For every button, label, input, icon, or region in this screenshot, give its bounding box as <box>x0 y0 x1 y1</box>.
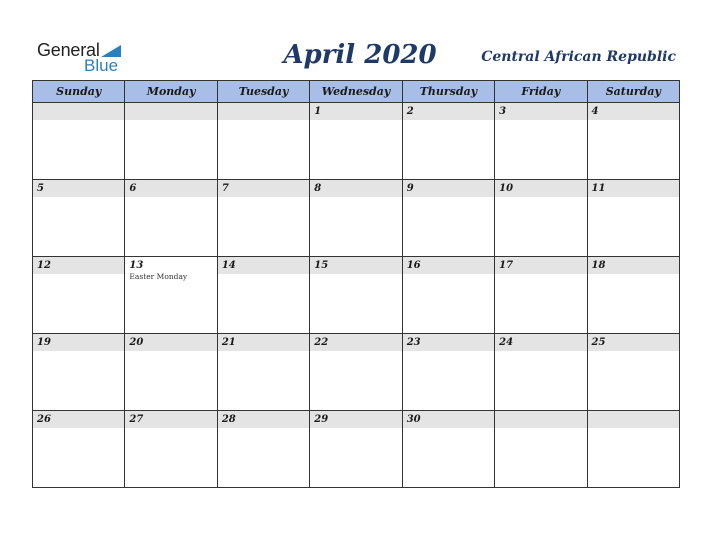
day-number: 22 <box>310 334 401 351</box>
logo-general-text: General <box>37 40 100 60</box>
week-row <box>33 411 680 488</box>
day-number: 6 <box>125 180 216 197</box>
week-row <box>33 180 680 257</box>
day-cell <box>402 180 494 257</box>
day-number <box>125 103 216 120</box>
day-cell <box>587 334 679 411</box>
weekday-tuesday: Tuesday <box>217 81 309 103</box>
day-cell <box>310 180 402 257</box>
day-number: 20 <box>125 334 216 351</box>
day-cell <box>402 334 494 411</box>
day-cell <box>587 257 679 334</box>
day-cell <box>587 103 679 180</box>
day-cell <box>402 257 494 334</box>
day-number: 9 <box>403 180 494 197</box>
day-number: 15 <box>310 257 401 274</box>
day-number: 17 <box>495 257 586 274</box>
day-number: 8 <box>310 180 401 197</box>
day-number <box>495 411 586 428</box>
day-cell <box>125 257 217 334</box>
day-cell <box>310 103 402 180</box>
day-number: 11 <box>588 180 679 197</box>
weekday-sunday: Sunday <box>33 81 125 103</box>
day-cell <box>33 103 125 180</box>
day-cell <box>217 334 309 411</box>
calendar-grid <box>32 80 680 488</box>
day-number <box>33 103 124 120</box>
day-cell <box>495 180 587 257</box>
day-number: 1 <box>310 103 401 120</box>
day-cell <box>33 334 125 411</box>
day-cell <box>587 411 679 488</box>
day-cell <box>125 180 217 257</box>
holiday-label: Easter Monday <box>129 272 188 281</box>
day-cell <box>495 257 587 334</box>
day-number: 29 <box>310 411 401 428</box>
day-cell <box>33 411 125 488</box>
day-cell <box>217 257 309 334</box>
day-cell <box>310 334 402 411</box>
day-cell <box>33 180 125 257</box>
day-number: 10 <box>495 180 586 197</box>
day-cell <box>495 411 587 488</box>
day-cell <box>217 411 309 488</box>
day-cell <box>402 411 494 488</box>
day-number: 16 <box>403 257 494 274</box>
week-row <box>33 103 680 180</box>
weekday-header-row <box>33 81 680 103</box>
day-cell <box>125 334 217 411</box>
day-number: 21 <box>218 334 309 351</box>
day-cell <box>495 334 587 411</box>
weekday-friday: Friday <box>495 81 587 103</box>
country-name: Central African Republic <box>481 49 676 65</box>
day-number: 14 <box>218 257 309 274</box>
day-cell <box>125 103 217 180</box>
day-number: 12 <box>33 257 124 274</box>
day-number: 13 <box>129 260 144 271</box>
day-number: 2 <box>403 103 494 120</box>
weekday-thursday: Thursday <box>402 81 494 103</box>
day-cell <box>310 257 402 334</box>
weekday-wednesday: Wednesday <box>310 81 402 103</box>
week-row <box>33 257 680 334</box>
day-number: 28 <box>218 411 309 428</box>
day-number: 25 <box>588 334 679 351</box>
day-number: 3 <box>495 103 586 120</box>
day-cell <box>402 103 494 180</box>
day-number: 23 <box>403 334 494 351</box>
day-cell <box>495 103 587 180</box>
day-number: 4 <box>588 103 679 120</box>
day-cell <box>310 411 402 488</box>
day-number: 27 <box>125 411 216 428</box>
day-number <box>218 103 309 120</box>
day-number: 30 <box>403 411 494 428</box>
day-cell <box>125 411 217 488</box>
weekday-monday: Monday <box>125 81 217 103</box>
day-number: 24 <box>495 334 586 351</box>
logo-flag-icon <box>101 43 121 57</box>
day-cell <box>217 103 309 180</box>
day-number: 7 <box>218 180 309 197</box>
weekday-saturday: Saturday <box>587 81 679 103</box>
calendar-title: April 2020 <box>283 40 437 70</box>
day-cell <box>587 180 679 257</box>
day-number: 19 <box>33 334 124 351</box>
logo-blue-text: Blue <box>84 56 119 75</box>
day-cell <box>217 180 309 257</box>
generalblue-logo <box>37 40 137 74</box>
day-number: 26 <box>33 411 124 428</box>
week-row <box>33 334 680 411</box>
day-number: 18 <box>588 257 679 274</box>
day-number: 5 <box>33 180 124 197</box>
day-number <box>588 411 679 428</box>
day-cell <box>33 257 125 334</box>
